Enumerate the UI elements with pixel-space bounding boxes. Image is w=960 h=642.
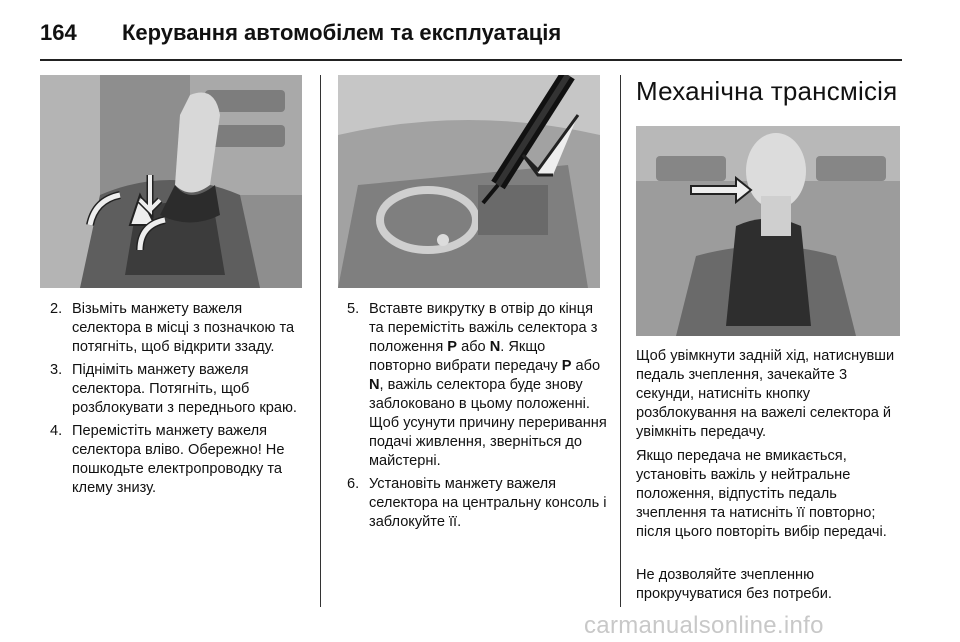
paragraph-clutch-slip: Не дозволяйте зчепленню прокручуватися без потреби. [636, 567, 832, 602]
watermark: carmanualsonline.info [584, 612, 824, 639]
step-text: Підніміть манжету важеля селектора. Потягніть, щоб розблокувати з переднього краю. [72, 362, 297, 416]
step-number: 3. [50, 362, 63, 378]
manual-gear-lever-photo [636, 126, 900, 336]
gear-p-label: P [561, 358, 572, 374]
gear-n-label: N [369, 377, 380, 393]
selector-lever-photo [40, 75, 302, 288]
list-item [345, 300, 607, 471]
step-text-part: . Якщо повторно вибрати передачу [369, 339, 562, 374]
steps-list-left [48, 300, 310, 502]
steps-list-middle [345, 300, 607, 536]
step-text-part: Вставте викрутку в отвір до кінця та перемістіть важіль селектора з положення [369, 301, 598, 355]
screwdriver-photo [338, 75, 600, 288]
step-number: 5. [347, 301, 360, 317]
step-text-part: , важіль селектора буде знову заблоковано в цьому положенні. Щоб усунути причину переривання подачі живлення, зверніться до майстерні. [369, 377, 607, 469]
step-text [369, 301, 607, 469]
gear-n-label: N [489, 339, 501, 355]
list-item [48, 361, 310, 418]
header-rule [40, 59, 902, 61]
step-number: 6. [347, 476, 360, 492]
step-number: 2. [50, 301, 63, 317]
paragraph-reverse-gear: Щоб увімкнути задній хід, натиснувши педаль зчеплення, зачекайте 3 секунди, натисніть кнопку розблокування на важелі селектора й увімкніть передачу. [636, 348, 895, 440]
step-text: Візьміть манжету важеля селектора в місці з позначкою та потягніть, щоб відкрити ззаду. [72, 301, 295, 355]
step-number: 4. [50, 423, 63, 439]
column-divider-2 [620, 75, 621, 607]
page-title: Керування автомобілем та експлуатація [122, 20, 562, 45]
page-header [40, 16, 920, 56]
section-title: Механічна трансмісія [636, 76, 898, 106]
column-divider-1 [320, 75, 321, 607]
page-number: 164 [40, 20, 77, 45]
step-text: Установіть манжету важеля селектора на центральну консоль і заблокуйте її. [369, 476, 607, 530]
list-item [48, 422, 310, 498]
step-text-part: або [457, 339, 490, 355]
list-item [48, 300, 310, 357]
step-text: Перемістіть манжету важеля селектора вліво. Обережно! Не пошкодьте електропроводку та клему знизу. [72, 423, 285, 496]
step-text-part: або [571, 358, 601, 374]
paragraph-gear-not-engaging: Якщо передача не вмикається, установіть важіль у нейтральне положення, відпустіть педаль зчеплення та натисніть її повторно; після цього повторіть вибір передачі. [636, 448, 887, 540]
gear-p-label: P [447, 339, 458, 355]
list-item [345, 475, 607, 532]
